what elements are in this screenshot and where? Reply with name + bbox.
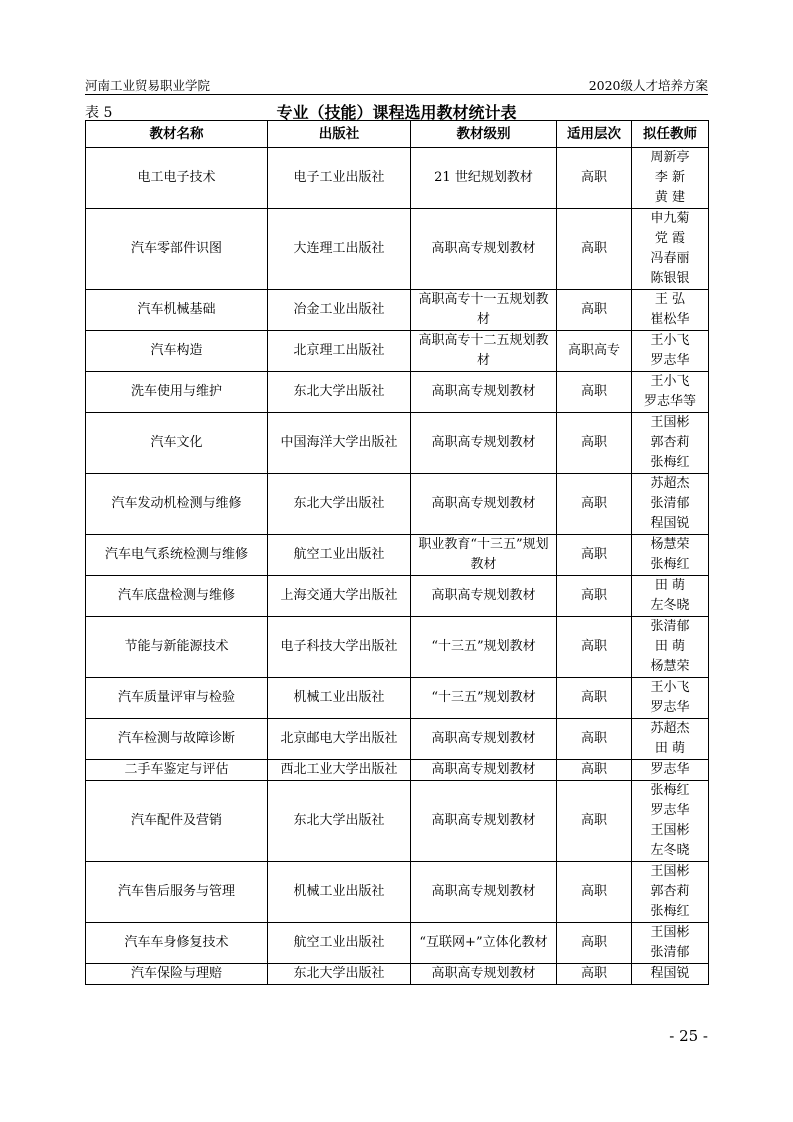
column-header-name: 教材名称 xyxy=(86,121,268,148)
teacher-name: 王小飞 xyxy=(650,333,690,348)
table-row xyxy=(86,413,709,474)
textbook-level-cell: 高职高专规划教材 xyxy=(411,372,557,413)
applicable-tier-cell: 高职高专 xyxy=(557,331,632,372)
textbook-level-cell: 高职高专十一五规划教材 xyxy=(411,290,557,331)
table-row xyxy=(86,719,709,760)
textbook-name-cell: 节能与新能源技术 xyxy=(86,617,268,678)
applicable-tier-cell: 高职 xyxy=(557,290,632,331)
textbook-name-cell: 汽车文化 xyxy=(86,413,268,474)
table-row xyxy=(86,678,709,719)
textbook-name-cell: 汽车售后服务与管理 xyxy=(86,862,268,923)
teacher-name: 郭杏莉 xyxy=(650,435,690,450)
teacher-name: 田 萌 xyxy=(654,639,686,654)
table-caption xyxy=(85,100,708,120)
table-body xyxy=(86,148,709,985)
publisher-cell: 北京邮电大学出版社 xyxy=(268,719,411,760)
teacher-name: 田 萌 xyxy=(654,741,686,756)
table-row xyxy=(86,474,709,535)
applicable-tier-cell: 高职 xyxy=(557,760,632,781)
textbook-level-cell: 职业教育“十三五”规划教材 xyxy=(411,535,557,576)
textbook-level-cell: 高职高专规划教材 xyxy=(411,209,557,290)
page-number: - 25 - xyxy=(669,1027,708,1045)
textbook-level-cell: 高职高专规划教材 xyxy=(411,413,557,474)
teachers-cell xyxy=(632,372,709,413)
teacher-name: 王国彬 xyxy=(650,415,690,430)
teachers-cell xyxy=(632,535,709,576)
applicable-tier-cell: 高职 xyxy=(557,474,632,535)
teachers-cell xyxy=(632,331,709,372)
textbook-level-cell: 高职高专规划教材 xyxy=(411,781,557,862)
teachers-cell xyxy=(632,576,709,617)
teacher-name: 王国彬 xyxy=(650,864,690,879)
textbook-name-cell: 洗车使用与维护 xyxy=(86,372,268,413)
table-row xyxy=(86,923,709,964)
school-name: 河南工业贸易职业学院 xyxy=(85,78,211,93)
publisher-cell: 航空工业出版社 xyxy=(268,535,411,576)
textbook-level-cell: 21 世纪规划教材 xyxy=(411,148,557,209)
applicable-tier-cell: 高职 xyxy=(557,148,632,209)
applicable-tier-cell: 高职 xyxy=(557,923,632,964)
applicable-tier-cell: 高职 xyxy=(557,781,632,862)
teacher-name: 李 新 xyxy=(654,170,686,185)
teacher-name: 王小飞 xyxy=(650,680,690,695)
textbook-name-cell: 汽车质量评审与检验 xyxy=(86,678,268,719)
publisher-cell: 电子科技大学出版社 xyxy=(268,617,411,678)
teacher-name: 张梅红 xyxy=(650,557,690,572)
textbook-table xyxy=(85,120,709,985)
teacher-name: 申九菊 xyxy=(650,211,690,226)
teacher-name: 杨慧荣 xyxy=(650,659,690,674)
teacher-name: 张梅红 xyxy=(650,904,690,919)
textbook-level-cell: 高职高专十二五规划教材 xyxy=(411,331,557,372)
applicable-tier-cell: 高职 xyxy=(557,372,632,413)
teacher-name: 张清郁 xyxy=(650,945,690,960)
document-title: 2020级人才培养方案 xyxy=(588,78,708,93)
textbook-level-cell: 高职高专规划教材 xyxy=(411,760,557,781)
table-row xyxy=(86,964,709,985)
teacher-name: 罗志华 xyxy=(650,762,690,777)
header-divider xyxy=(85,94,708,95)
applicable-tier-cell: 高职 xyxy=(557,617,632,678)
applicable-tier-cell: 高职 xyxy=(557,413,632,474)
teachers-cell xyxy=(632,209,709,290)
publisher-cell: 大连理工出版社 xyxy=(268,209,411,290)
publisher-cell: 东北大学出版社 xyxy=(268,781,411,862)
applicable-tier-cell: 高职 xyxy=(557,862,632,923)
table-row xyxy=(86,290,709,331)
table-row xyxy=(86,760,709,781)
column-header-level: 教材级别 xyxy=(411,121,557,148)
textbook-level-cell: “十三五”规划教材 xyxy=(411,678,557,719)
teacher-name: 陈银银 xyxy=(650,271,690,286)
teacher-name: 周新亭 xyxy=(650,150,690,165)
textbook-name-cell: 汽车机械基础 xyxy=(86,290,268,331)
teachers-cell xyxy=(632,413,709,474)
applicable-tier-cell: 高职 xyxy=(557,576,632,617)
publisher-cell: 北京理工出版社 xyxy=(268,331,411,372)
publisher-cell: 中国海洋大学出版社 xyxy=(268,413,411,474)
table-header-row xyxy=(86,121,709,148)
applicable-tier-cell: 高职 xyxy=(557,719,632,760)
textbook-name-cell: 汽车零部件识图 xyxy=(86,209,268,290)
publisher-cell: 机械工业出版社 xyxy=(268,678,411,719)
table-row xyxy=(86,372,709,413)
table-row xyxy=(86,862,709,923)
publisher-cell: 东北大学出版社 xyxy=(268,372,411,413)
teacher-name: 王小飞 xyxy=(650,374,690,389)
teacher-name: 黄 建 xyxy=(654,190,686,205)
table-title: 专业（技能）课程选用教材统计表 xyxy=(276,103,517,122)
teacher-name: 张梅红 xyxy=(650,783,690,798)
teacher-name: 冯春丽 xyxy=(650,251,690,266)
textbook-level-cell: 高职高专规划教材 xyxy=(411,964,557,985)
teachers-cell xyxy=(632,760,709,781)
teacher-name: 王 弘 xyxy=(654,292,686,307)
teachers-cell xyxy=(632,678,709,719)
teacher-name: 苏超杰 xyxy=(650,476,690,491)
teacher-name: 罗志华 xyxy=(650,803,690,818)
teacher-name: 王国彬 xyxy=(650,823,690,838)
publisher-cell: 冶金工业出版社 xyxy=(268,290,411,331)
teacher-name: 左冬晓 xyxy=(650,598,690,613)
table-row xyxy=(86,148,709,209)
teachers-cell xyxy=(632,781,709,862)
textbook-name-cell: 汽车检测与故障诊断 xyxy=(86,719,268,760)
teachers-cell xyxy=(632,148,709,209)
publisher-cell: 航空工业出版社 xyxy=(268,923,411,964)
publisher-cell: 上海交通大学出版社 xyxy=(268,576,411,617)
publisher-cell: 电子工业出版社 xyxy=(268,148,411,209)
publisher-cell: 东北大学出版社 xyxy=(268,474,411,535)
column-header-teachers: 拟任教师 xyxy=(632,121,709,148)
textbook-name-cell: 二手车鉴定与评估 xyxy=(86,760,268,781)
teacher-name: 崔松华 xyxy=(650,312,690,327)
textbook-name-cell: 电工电子技术 xyxy=(86,148,268,209)
table-row xyxy=(86,617,709,678)
table-row xyxy=(86,331,709,372)
teacher-name: 苏超杰 xyxy=(650,721,690,736)
textbook-name-cell: 汽车保险与理赔 xyxy=(86,964,268,985)
teacher-name: 王国彬 xyxy=(650,925,690,940)
teachers-cell xyxy=(632,617,709,678)
teacher-name: 罗志华 xyxy=(650,700,690,715)
textbook-level-cell: 高职高专规划教材 xyxy=(411,576,557,617)
teacher-name: 张梅红 xyxy=(650,455,690,470)
table-row xyxy=(86,209,709,290)
publisher-cell: 机械工业出版社 xyxy=(268,862,411,923)
textbook-level-cell: 高职高专规划教材 xyxy=(411,474,557,535)
table-number: 表 5 xyxy=(85,105,113,121)
teacher-name: 张清郁 xyxy=(650,496,690,511)
teachers-cell xyxy=(632,964,709,985)
column-header-tier: 适用层次 xyxy=(557,121,632,148)
textbook-level-cell: “互联网+”立体化教材 xyxy=(411,923,557,964)
teacher-name: 郭杏莉 xyxy=(650,884,690,899)
textbook-name-cell: 汽车构造 xyxy=(86,331,268,372)
textbook-name-cell: 汽车电气系统检测与维修 xyxy=(86,535,268,576)
textbook-name-cell: 汽车车身修复技术 xyxy=(86,923,268,964)
textbook-level-cell: 高职高专规划教材 xyxy=(411,862,557,923)
table-row xyxy=(86,781,709,862)
table-row xyxy=(86,576,709,617)
applicable-tier-cell: 高职 xyxy=(557,209,632,290)
applicable-tier-cell: 高职 xyxy=(557,535,632,576)
teacher-name: 程国锐 xyxy=(650,966,690,981)
page-header xyxy=(85,76,708,93)
table-row xyxy=(86,535,709,576)
applicable-tier-cell: 高职 xyxy=(557,678,632,719)
teachers-cell xyxy=(632,474,709,535)
teachers-cell xyxy=(632,862,709,923)
teacher-name: 杨慧荣 xyxy=(650,537,690,552)
textbook-level-cell: “十三五”规划教材 xyxy=(411,617,557,678)
teacher-name: 张清郁 xyxy=(650,619,690,634)
teacher-name: 罗志华 xyxy=(650,353,690,368)
teacher-name: 罗志华等 xyxy=(643,394,696,409)
publisher-cell: 西北工业大学出版社 xyxy=(268,760,411,781)
applicable-tier-cell: 高职 xyxy=(557,964,632,985)
publisher-cell: 东北大学出版社 xyxy=(268,964,411,985)
textbook-level-cell: 高职高专规划教材 xyxy=(411,719,557,760)
teachers-cell xyxy=(632,290,709,331)
teacher-name: 程国锐 xyxy=(650,516,690,531)
textbook-name-cell: 汽车配件及营销 xyxy=(86,781,268,862)
teacher-name: 左冬晓 xyxy=(650,843,690,858)
teacher-name: 党 霞 xyxy=(654,231,686,246)
teachers-cell xyxy=(632,923,709,964)
textbook-name-cell: 汽车底盘检测与维修 xyxy=(86,576,268,617)
teachers-cell xyxy=(632,719,709,760)
column-header-publisher: 出版社 xyxy=(268,121,411,148)
teacher-name: 田 萌 xyxy=(654,578,686,593)
textbook-name-cell: 汽车发动机检测与维修 xyxy=(86,474,268,535)
